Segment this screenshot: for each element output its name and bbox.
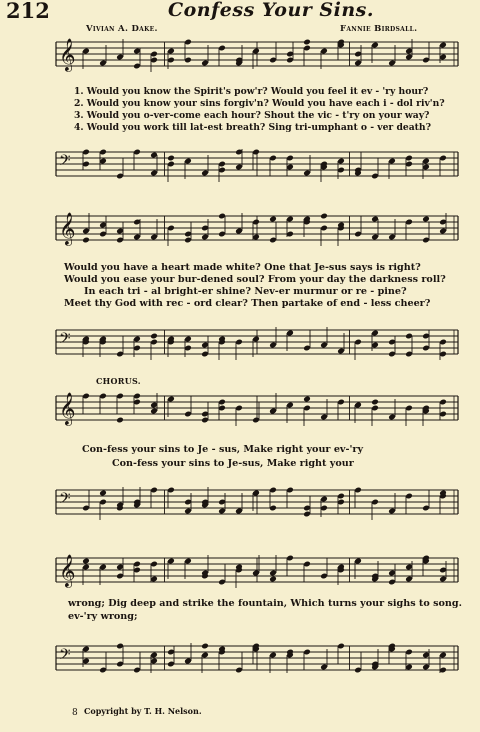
staff-system2-treble	[0, 210, 480, 250]
hymn-title: Confess Your Sins.	[168, 0, 374, 21]
refrain-line-3: In each tri - al bright-er shine? Nev-er murmur or re - pine?	[84, 286, 407, 297]
staff-system1-bass	[0, 146, 480, 186]
hymn-number: 212	[6, 0, 50, 23]
staff-system3-bass	[0, 484, 480, 524]
staff-system4-bass	[0, 640, 480, 680]
svg-text:𝄞: 𝄞	[59, 38, 76, 71]
arranger-credit: Fannie Birdsall.	[340, 24, 418, 34]
page-mark: 8	[72, 708, 78, 718]
svg-text:𝄢: 𝄢	[59, 490, 71, 511]
chorus-line-3: wrong; Dig deep and strike the fountain, Which turns your sighs to song.	[68, 598, 462, 609]
svg-text:𝄞: 𝄞	[59, 392, 76, 425]
svg-text:𝄢: 𝄢	[59, 152, 71, 173]
staff-system2-bass	[0, 324, 480, 364]
staff-system4-treble	[0, 552, 480, 592]
copyright-notice: Copyright by T. H. Nelson.	[84, 706, 202, 716]
chorus-line-4: ev-'ry wrong;	[68, 611, 138, 622]
refrain-line-2: Would you ease your bur-dened soul? From your day the darkness roll?	[64, 274, 446, 285]
verse-line-2: 2. Would you know your sins forgiv'n? Would you have each i - dol riv'n?	[74, 98, 445, 109]
svg-text:𝄞: 𝄞	[59, 554, 76, 587]
refrain-line-4: Meet thy God with rec - ord clear? Then partake of end - less cheer?	[64, 298, 431, 309]
chorus-label: CHORUS.	[96, 376, 141, 386]
composer-credit: Vivian A. Dake.	[86, 24, 158, 34]
refrain-line-1: Would you have a heart made white? One that Je-sus says is right?	[64, 262, 421, 273]
svg-text:𝄞: 𝄞	[59, 212, 76, 245]
verse-line-1: 1. Would you know the Spirit's pow'r? Would you feel it ev - 'ry hour?	[74, 86, 429, 97]
chorus-line-1: Con-fess your sins to Je - sus, Make right your ev-'ry	[82, 444, 364, 455]
verse-line-4: 4. Would you work till lat-est breath? Sing tri-umphant o - ver death?	[74, 122, 431, 133]
verse-line-3: 3. Would you o-ver-come each hour? Shout the vic - t'ry on your way?	[74, 110, 430, 121]
staff-system1-treble	[0, 36, 480, 76]
svg-text:𝄢: 𝄢	[59, 646, 71, 667]
chorus-line-2: Con-fess your sins to Je-sus, Make right your	[112, 458, 354, 469]
staff-system3-treble	[0, 390, 480, 430]
svg-text:𝄢: 𝄢	[59, 330, 71, 351]
